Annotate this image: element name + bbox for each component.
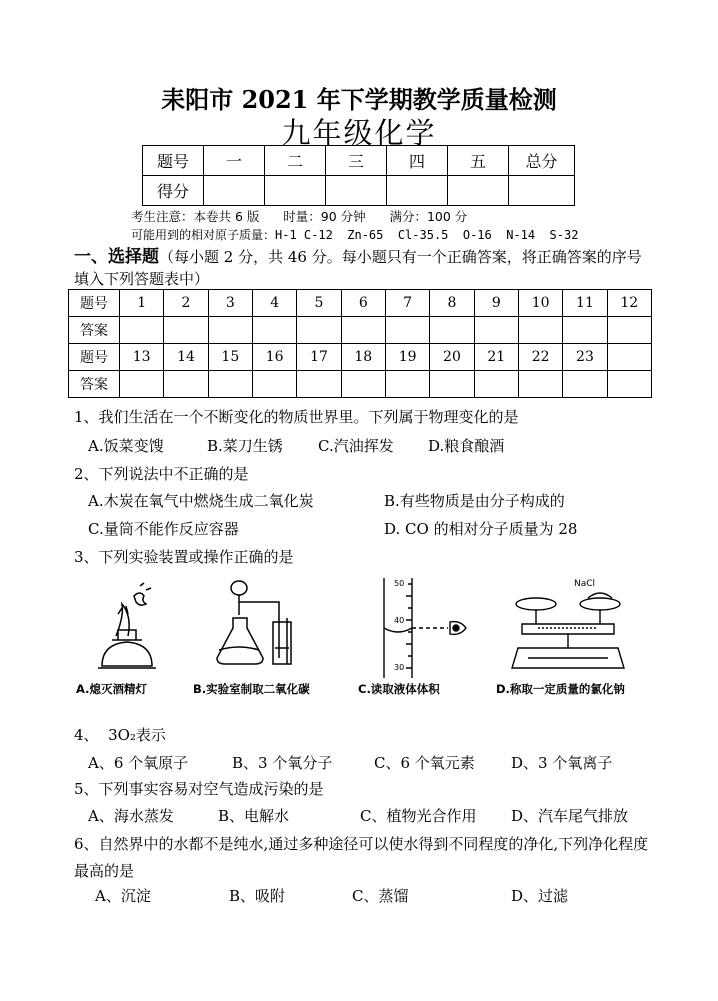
- figure-caption-a: A.熄灭酒精灯: [76, 682, 147, 696]
- tick-label-50: 50: [394, 579, 405, 588]
- question-2-option-a[interactable]: A.木炭在氧气中燃烧生成二氧化炭: [88, 492, 314, 510]
- answer-cell[interactable]: [208, 317, 252, 344]
- score-col: 五: [448, 146, 509, 176]
- question-4-stem: 4、 3O₂表示: [74, 726, 166, 744]
- tick-label-30: 30: [394, 663, 405, 672]
- score-row-label: 得分: [143, 176, 204, 206]
- answer-num-cell: 18: [341, 344, 385, 371]
- answer-num-cell: 16: [252, 344, 296, 371]
- answer-cell[interactable]: [252, 317, 296, 344]
- tick-label-40: 40: [394, 616, 405, 625]
- answer-cell[interactable]: [208, 371, 252, 398]
- score-cell[interactable]: [204, 176, 265, 206]
- score-cell[interactable]: [448, 176, 509, 206]
- answer-cell[interactable]: [297, 317, 341, 344]
- score-col: 总分: [509, 146, 575, 176]
- question-6-option-a[interactable]: A、沉淀: [95, 887, 151, 905]
- nacl-label: NaCl: [574, 579, 596, 589]
- question-4-option-d[interactable]: D、3 个氧离子: [511, 754, 613, 772]
- score-cell[interactable]: [265, 176, 326, 206]
- question-2-option-c[interactable]: C.量筒不能作反应容器: [88, 520, 239, 538]
- answer-num-label: 题号: [69, 344, 120, 371]
- question-5-option-d[interactable]: D、汽车尾气排放: [511, 807, 629, 825]
- question-6-stem: 6、自然界中的水都不是纯水,通过多种途径可以使水得到不同程度的净化,下列净化程度最高的是: [74, 835, 649, 880]
- question-4-option-c[interactable]: C、6 个氧元素: [374, 754, 475, 772]
- answer-num-cell: 3: [208, 290, 252, 317]
- answer-num-cell: 12: [607, 290, 651, 317]
- answer-num-label: 题号: [69, 290, 120, 317]
- answer-num-cell: 13: [120, 344, 164, 371]
- score-cell[interactable]: [387, 176, 448, 206]
- answer-num-cell: 23: [563, 344, 607, 371]
- balance-figure: [508, 574, 628, 678]
- question-4-option-b[interactable]: B、3 个氧分子: [232, 754, 333, 772]
- score-col: 二: [265, 146, 326, 176]
- cylinder-reading-figure: [368, 572, 488, 682]
- question-5-stem: 5、下列事实容易对空气造成污染的是: [74, 780, 324, 798]
- answer-cell[interactable]: [252, 371, 296, 398]
- question-4-option-a[interactable]: A、6 个氧原子: [88, 754, 189, 772]
- figure-caption-d: D.称取一定质量的氯化钠: [496, 682, 625, 696]
- answer-cell[interactable]: [563, 317, 607, 344]
- answer-num-cell: 17: [297, 344, 341, 371]
- question-5-option-c[interactable]: C、植物光合作用: [360, 807, 477, 825]
- answer-num-cell: 11: [563, 290, 607, 317]
- score-header-label: 题号: [143, 146, 204, 176]
- answer-num-cell: 19: [385, 344, 429, 371]
- score-cell[interactable]: [326, 176, 387, 206]
- section-instruction: （每小题 2 分，共 46 分。每小题只有一个正确答案，将正确答案的序号填入下列答题表中）: [74, 248, 642, 288]
- question-1-stem: 1、我们生活在一个不断变化的物质世界里。下列属于物理变化的是: [74, 408, 519, 426]
- answer-cell[interactable]: [474, 317, 518, 344]
- question-1-option-b[interactable]: B.菜刀生锈: [207, 437, 283, 455]
- answer-num-cell: 4: [252, 290, 296, 317]
- answer-row-label: 答案: [69, 317, 120, 344]
- answer-cell[interactable]: [430, 317, 474, 344]
- atomic-masses: 可能用到的相对原子质量：H-1 C-12 Zn-65 Cl-35.5 O-16 N-14 S-32: [131, 228, 579, 242]
- answer-num-cell: 14: [164, 344, 208, 371]
- question-6-option-d[interactable]: D、过滤: [511, 887, 569, 905]
- score-col: 三: [326, 146, 387, 176]
- exam-title: 耒阳市 2021 年下学期教学质量检测: [161, 85, 557, 114]
- answer-cell[interactable]: [297, 371, 341, 398]
- exam-subtitle: 九年级化学: [281, 116, 437, 150]
- figure-caption-c: C.读取液体体积: [358, 682, 440, 696]
- answer-cell[interactable]: [120, 317, 164, 344]
- section-heading: [74, 246, 654, 290]
- section-title: 一、选择题: [74, 247, 159, 267]
- answer-cell[interactable]: [563, 371, 607, 398]
- answer-table: [68, 289, 652, 398]
- answer-cell[interactable]: [120, 371, 164, 398]
- question-1-option-c[interactable]: C.汽油挥发: [318, 437, 394, 455]
- score-col: 四: [387, 146, 448, 176]
- answer-cell[interactable]: [385, 371, 429, 398]
- answer-cell[interactable]: [474, 371, 518, 398]
- question-3-stem: 3、下列实验装置或操作正确的是: [74, 548, 294, 566]
- question-5-option-b[interactable]: B、电解水: [218, 807, 290, 825]
- answer-num-cell: [607, 344, 651, 371]
- answer-cell[interactable]: [164, 317, 208, 344]
- question-2-stem: 2、下列说法中不正确的是: [74, 465, 249, 483]
- co2-apparatus-figure: [215, 578, 315, 678]
- answer-num-cell: 5: [297, 290, 341, 317]
- question-6-option-c[interactable]: C、蒸馏: [352, 887, 409, 905]
- answer-num-cell: 6: [341, 290, 385, 317]
- question-2-option-d[interactable]: D. CO 的相对分子质量为 28: [384, 520, 578, 538]
- score-cell[interactable]: [509, 176, 575, 206]
- alcohol-lamp-figure: [92, 578, 202, 678]
- answer-cell[interactable]: [518, 371, 562, 398]
- answer-cell[interactable]: [607, 317, 651, 344]
- answer-num-cell: 10: [518, 290, 562, 317]
- answer-num-cell: 20: [430, 344, 474, 371]
- question-2-option-b[interactable]: B.有些物质是由分子构成的: [384, 492, 565, 510]
- answer-num-cell: 9: [474, 290, 518, 317]
- answer-cell[interactable]: [518, 317, 562, 344]
- answer-num-cell: 22: [518, 344, 562, 371]
- answer-cell[interactable]: [164, 371, 208, 398]
- answer-num-cell: 2: [164, 290, 208, 317]
- answer-num-cell: 1: [120, 290, 164, 317]
- score-table: [142, 145, 575, 206]
- answer-cell[interactable]: [385, 317, 429, 344]
- answer-row-label: 答案: [69, 371, 120, 398]
- question-1-option-a[interactable]: A.饭菜变馊: [88, 437, 164, 455]
- answer-num-cell: 8: [430, 290, 474, 317]
- answer-cell[interactable]: [341, 317, 385, 344]
- question-5-option-a[interactable]: A、海水蒸发: [88, 807, 174, 825]
- figure-caption-b: B.实验室制取二氧化碳: [193, 682, 310, 696]
- answer-num-cell: 21: [474, 344, 518, 371]
- answer-num-cell: 15: [208, 344, 252, 371]
- question-1-option-d[interactable]: D.粮食酿酒: [428, 437, 505, 455]
- answer-num-cell: 7: [385, 290, 429, 317]
- exam-notice: 考生注意：本卷共 6 版 时量：90 分钟 满分：100 分: [131, 209, 468, 224]
- question-6-option-b[interactable]: B、吸附: [229, 887, 286, 905]
- answer-cell[interactable]: [341, 371, 385, 398]
- score-col: 一: [204, 146, 265, 176]
- answer-cell[interactable]: [430, 371, 474, 398]
- answer-cell[interactable]: [607, 371, 651, 398]
